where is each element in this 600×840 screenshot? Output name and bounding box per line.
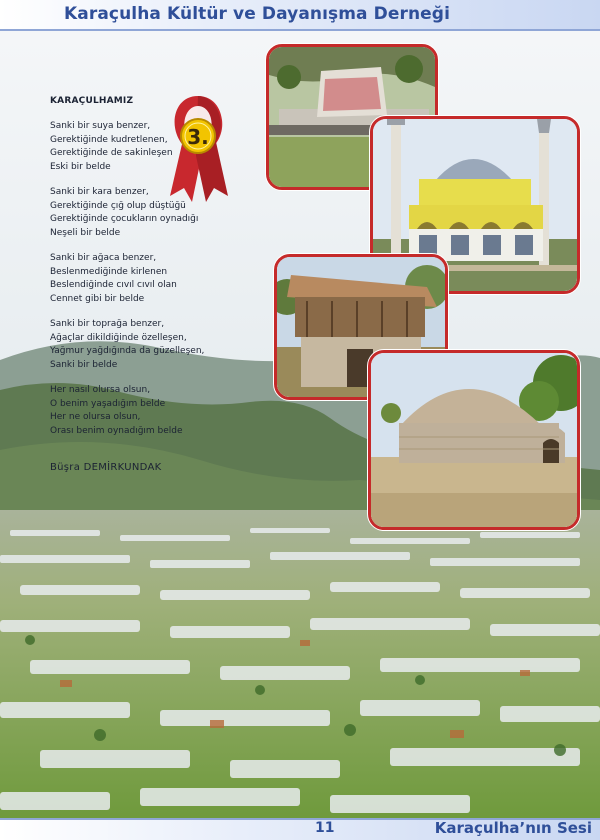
poem-line: Ağaçlar dikildiğinde özelleşen,	[50, 332, 187, 343]
poem-line: Gerektiğinde çocukların oynadığı	[50, 214, 199, 224]
award-rank: 3.	[187, 125, 209, 149]
poem-line: Gerektiğinde de sakinleşen	[50, 148, 173, 158]
page-footer	[0, 818, 600, 840]
stanza-5	[50, 384, 280, 438]
poem-line: Sanki bir kara benzer,	[50, 187, 149, 197]
header-title: Karaçulha Kültür ve Dayanışma Derneği	[64, 4, 450, 24]
poem-line: Eski bir belde	[50, 161, 111, 172]
poem-line: Beslendiğinde cıvıl cıvıl olan	[50, 280, 177, 290]
page-number: 11	[315, 820, 335, 836]
poem-line: Gerektiğinde çığ olup düştüğü	[50, 200, 186, 211]
header-divider	[0, 29, 600, 31]
stanza-3	[50, 252, 280, 306]
poem-line: Sanki bir suya benzer,	[50, 121, 151, 131]
poem-line: Her nasıl olursa olsun,	[50, 385, 151, 395]
award-ribbon-icon	[162, 92, 234, 204]
poem-line: Sanki bir belde	[50, 359, 118, 370]
poem-line: Sanki bir toprağa benzer,	[50, 319, 165, 329]
poem-line: Her ne olursa olsun,	[50, 412, 141, 422]
page-header	[0, 0, 600, 30]
poem-line: Neşeli bir belde	[50, 227, 121, 238]
poem-line: O benim yaşadığım belde	[50, 398, 166, 409]
poem-line: Orası benim oynadığım belde	[50, 425, 183, 436]
poem-line: Sanki bir ağaca benzer,	[50, 253, 157, 263]
stanza-4	[50, 318, 280, 372]
poem-author: Büşra DEMİRKUNDAK	[50, 462, 162, 473]
poem-line: Gerektiğinde kudretlenen,	[50, 134, 168, 145]
domed-building-photo	[368, 350, 580, 530]
poem-line: Yağmur yağdığında da güzelleşen,	[50, 346, 205, 356]
poem-title: KARAÇULHAMIZ	[50, 96, 134, 106]
footer-title: Karaçulha’nın Sesi	[434, 819, 592, 837]
poem-line: Beslenmediğinde kirlenen	[50, 266, 168, 277]
poem-line: Cennet gibi bir belde	[50, 293, 145, 304]
